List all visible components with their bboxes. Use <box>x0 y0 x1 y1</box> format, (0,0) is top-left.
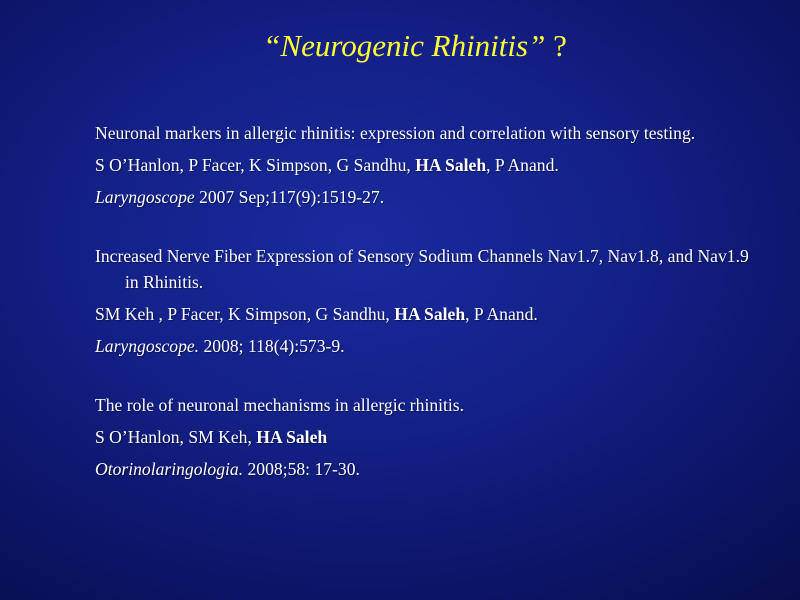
reference-2-authors-lead: SM Keh , P Facer, K Simpson, G Sandhu, <box>95 304 395 324</box>
reference-2-citation: 2008; 118(4):573-9. <box>199 336 345 356</box>
reference-list <box>95 120 765 482</box>
reference-1-journal: Laryngoscope <box>95 187 195 207</box>
reference-3-journal: Otorinolaringologia. <box>95 459 244 479</box>
reference-1-author-highlight: HA Saleh <box>415 155 487 175</box>
reference-2-authors-tail: , P Anand. <box>465 304 538 324</box>
reference-1-authors <box>95 152 765 178</box>
slide-title-main: “Neurogenic Rhinitis” <box>263 28 546 63</box>
reference-1-authors-lead: S O’Hanlon, P Facer, K Simpson, G Sandhu, <box>95 155 416 175</box>
reference-2-title: Increased Nerve Fiber Expression of Sensory Sodium Channels Nav1.7, Nav1.8, and Nav1.9 in Rhinitis. <box>95 246 749 292</box>
reference-1-authors-tail: , P Anand. <box>486 155 559 175</box>
reference-2-authors <box>95 301 765 327</box>
slide-title <box>0 28 800 64</box>
reference-2-journal: Laryngoscope. <box>95 336 200 356</box>
reference-3-citation: 2008;58: 17-30. <box>243 459 360 479</box>
reference-3-title: The role of neuronal mechanisms in allergic rhinitis. <box>95 395 465 415</box>
reference-2-author-highlight: HA Saleh <box>394 304 466 324</box>
reference-3-authors-lead: S O’Hanlon, SM Keh, <box>95 427 257 447</box>
reference-1-title: Neuronal markers in allergic rhinitis: expression and correlation with sensory testing. <box>95 123 696 143</box>
reference-1-citation: 2007 Sep;117(9):1519-27. <box>194 187 385 207</box>
reference-2-source <box>95 333 765 359</box>
reference-3-authors <box>95 424 765 450</box>
reference-1-source <box>95 184 765 210</box>
reference-3-author-highlight: HA Saleh <box>256 427 328 447</box>
reference-3-source <box>95 456 765 482</box>
slide-title-suffix: ? <box>545 28 567 63</box>
